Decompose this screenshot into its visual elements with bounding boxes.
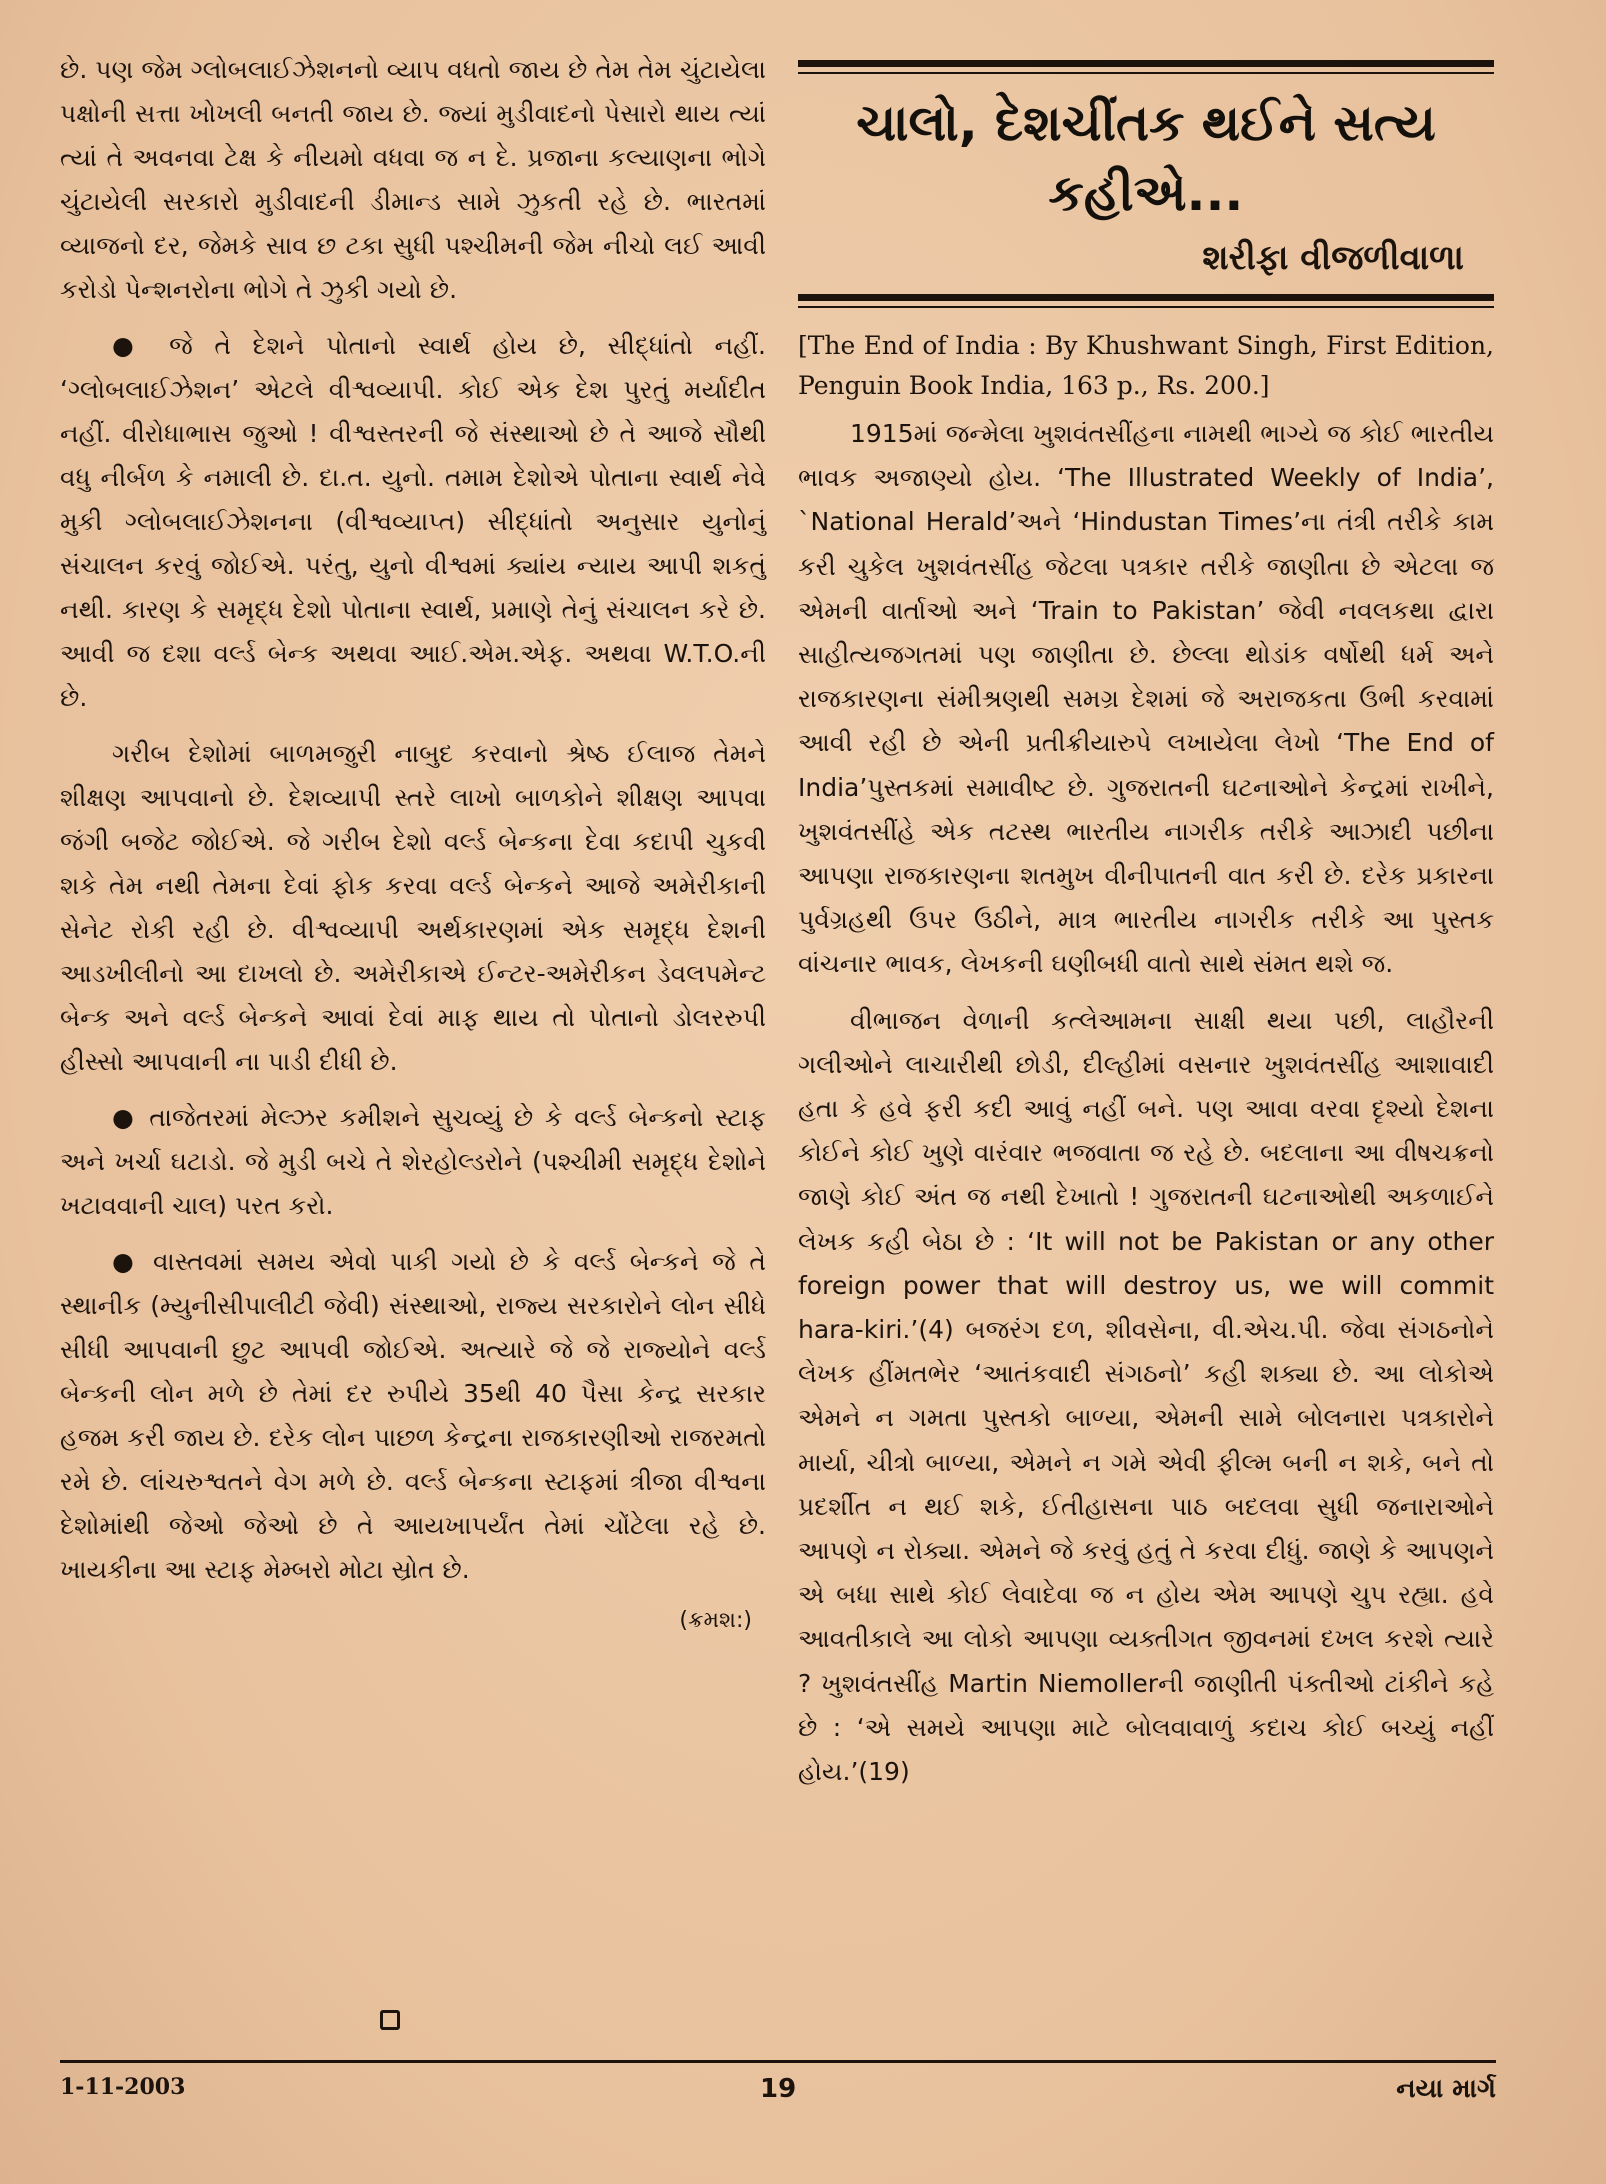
magazine-name: નયા માર્ગ bbox=[1396, 2074, 1496, 2104]
end-of-article-box-icon bbox=[380, 2010, 400, 2030]
title-rule-top bbox=[798, 60, 1494, 67]
article-title: ચાલો, દેશચીંતક થઈને સત્ય કહીએ... bbox=[856, 94, 1436, 222]
footer-date: 1-11-2003 bbox=[60, 2074, 186, 2100]
left-paragraph-2: ● જે તે દેશને પોતાનો સ્વાર્થ હોય છે, સીદ્ધાંતો નહીં. ‘ગ્લોબલાઈઝેશન’ એટલે વીશ્વવ્યાપી. કોઈ એક દેશ પુરતું મર્યાદીત નહીં. વીરોધાભાસ જુઓ ! વીશ્વસ્તરની જે સંસ્થાઓ છે તે આજે સૌથી વધુ નીર્બળ કે નમાલી છે. દા.ત. યુનો. તમામ દેશોએ પોતાના સ્વાર્થ નેવે મુકી ગ્લોબલાઈઝેશનના (વીશ્વવ્યાપ્ત) સીદ્ધાંતો અનુસાર યુનોનું સંચાલન કરવું જોઈએ. પરંતુ, યુનો વીશ્વમાં ક્યાંય ન્યાય આપી શકતું નથી. કારણ કે સમૃદ્ધ દેશો પોતાના સ્વાર્થ, પ્રમાણે તેનું સંચાલન કરે છે. આવી જ દશા વર્લ્ડ બેન્ક અથવા આઈ.એમ.એફ. અથવા W.T.O.ની છે. bbox=[60, 331, 766, 712]
page-number: 19 bbox=[760, 2074, 797, 2104]
left-paragraph-5: ● વાસ્તવમાં સમય એવો પાકી ગયો છે કે વર્લ્ડ બેન્કને જે તે સ્થાનીક (મ્યુનીસીપાલીટી જેવી) સંસ્થાઓ, રાજ્ય સરકારોને લોન સીધે સીધી આપવાની છુટ આપવી જોઈએ. અત્યારે જે જે રાજ્યોને વર્લ્ડ બેન્કની લોન મળે છે તેમાં દર રુપીયે 35થી 40 પૈસા કેન્દ્ર સરકાર હજમ કરી જાય છે. દરેક લોન પાછળ કેન્દ્રના રાજકારણીઓ રાજરમતો રમે છે. લાંચરુશ્વતને વેગ મળે છે. વર્લ્ડ બેન્કના સ્ટાફમાં ત્રીજા વીશ્વના દેશોમાંથી જેઓ જેઓ છે તે આયખાપર્યંત તેમાં ચોંટેલા રહે છે. ખાયકીના આ સ્ટાફ મેમ્બરો મોટા સ્રોત છે. bbox=[60, 1247, 766, 1584]
article-author: શરીફા વીજળીવાળા bbox=[1202, 238, 1464, 278]
left-column bbox=[60, 48, 766, 1633]
title-rule-top-thin bbox=[798, 72, 1494, 74]
title-rule-bottom bbox=[798, 294, 1494, 301]
right-column bbox=[798, 60, 1494, 1794]
footer-rule bbox=[60, 2060, 1496, 2063]
left-paragraph-4: ● તાજેતરમાં મેલ્ઝર કમીશને સુચવ્યું છે કે વર્લ્ડ બેન્કનો સ્ટાફ અને ખર્ચા ઘટાડો. જે મુડી બચે તે શેરહોલ્ડરોને (પશ્ચીમી સમૃદ્ધ દેશોને ખટાવવાની ચાલ) પરત કરો. bbox=[60, 1103, 766, 1220]
left-paragraph-3: ગરીબ દેશોમાં બાળમજુરી નાબુદ કરવાનો શ્રેષ્ઠ ઈલાજ તેમને શીક્ષણ આપવાનો છે. દેશવ્યાપી સ્તરે લાખો બાળકોને શીક્ષણ આપવા જંગી બજેટ જોઈએ. જે ગરીબ દેશો વર્લ્ડ બેન્કના દેવા કદાપી ચુકવી શકે તેમ નથી તેમના દેવાં ફોક કરવા વર્લ્ડ બેન્કને આજે અમેરીકાની સેનેટ રોકી રહી છે. વીશ્વવ્યાપી અર્થકારણમાં એક સમૃદ્ધ દેશની આડખીલીનો આ દાખલો છે. અમેરીકાએ ઈન્ટર-અમેરીકન ડેવલપમેન્ટ બેન્ક અને વર્લ્ડ બેન્કને આવાં દેવાં માફ થાય તો પોતાનો ડોલરરુપી હીસ્સો આપવાની ના પાડી દીધી છે. bbox=[60, 739, 766, 1076]
left-paragraph-1: છે. પણ જેમ ગ્લોબલાઈઝેશનનો વ્યાપ વધતો જાય છે તેમ તેમ ચુંટાયેલા પક્ષોની સત્તા ખોખલી બનતી જાય છે. જ્યાં મુડીવાદનો પેસારો થાય ત્યાં ત્યાં તે અવનવા ટેક્ષ કે નીયમો વધવા જ ન દે. પ્રજાના કલ્યાણના ભોગે ચુંટાયેલી સરકારો મુડીવાદની ડીમાન્ડ સામે ઝુકતી રહે છે. ભારતમાં વ્યાજનો દર, જેમકે સાવ છ ટકા સુધી પશ્ચીમની જેમ નીચો લઈ આવી કરોડો પેન્શનરોના ભોગે તે ઝુકી ગયો છે. bbox=[60, 55, 766, 304]
article-paragraph-2: વીભાજન વેળાની કત્લેઆમના સાક્ષી થયા પછી, લાહૌરની ગલીઓને લાચારીથી છોડી, દીલ્હીમાં વસનાર ખુશવંતસીંહ આશાવાદી હતા કે હવે ફરી કદી આવું નહીં બને. પણ આવા વરવા દૃશ્યો દેશના કોઈને કોઈ ખુણે વારંવાર ભજવાતા જ રહે છે. બદલાના આ વીષચક્રનો જાણે કોઈ અંત જ નથી દેખાતો ! ગુજરાતની ઘટનાઓથી અકળાઈને લેખક કહી બેઠા છે : ‘It will not be Pakistan or any other foreign power that will destroy us, we will commit hara-kiri.’(4) બજરંગ દળ, શીવસેના, વી.એચ.પી. જેવા સંગઠનોને લેખક હીંમતભેર ‘આતંકવાદી સંગઠનો’ કહી શક્યા છે. આ લોકોએ એમને ન ગમતા પુસ્તકો બાળ્યા, એમની સામે બોલનારા પત્રકારોને માર્યા, ચીત્રો બાળ્યા, એમને ન ગમે એવી ફીલ્મ બની ન શકે, બને તો પ્રદર્શીત ન થઈ શકે, ઈતીહાસના પાઠ બદલવા સુધી જનારાઓને આપણે ન રોક્યા. એમને જે કરવું હતું તે કરવા દીધું. જાણે કે આપણને એ બધા સાથે કોઈ લેવાદેવા જ ન હોય એમ આપણે ચુપ રહ્યા. હવે આવતીકાલે આ લોકો આપણા વ્યક્તીગત જીવનમાં દખલ કરશે ત્યારે ? ખુશવંતસીંહ Martin Niemollerની જાણીતી પંક્તીઓ ટાંકીને કહે છે : ‘એ સમયે આપણા માટે બોલવાવાળું કદાચ કોઈ બચ્યું નહીં હોય.’(19) bbox=[798, 1005, 1494, 1787]
book-info: [The End of India : By Khushwant Singh, First Edition, Penguin Book India, 163 p., Rs. 200.] bbox=[798, 331, 1494, 400]
title-rule-bottom-thin bbox=[798, 306, 1494, 308]
continue-note: (ક્રમશ:) bbox=[679, 1608, 752, 1633]
article-paragraph-1: 1915માં જન્મેલા ખુશવંતસીંહના નામથી ભાગ્યે જ કોઈ ભારતીય ભાવક અજાણ્યો હોય. ‘The Illustrated Weekly of India’, `National Herald’અને ‘Hindustan Times’ના તંત્રી તરીકે કામ કરી ચુકેલ ખુશવંતસીંહ જેટલા પત્રકાર તરીકે જાણીતા છે એટલા જ એમની વાર્તાઓ અને ‘Train to Pakistan’ જેવી નવલકથા દ્વારા સાહીત્યજગતમાં પણ જાણીતા છે. છેલ્લા થોડાંક વર્ષોથી ધર્મ અને રાજકારણના સંમીશ્રણથી સમગ્ર દેશમાં જે અરાજકતા ઉભી કરવામાં આવી રહી છે એની પ્રતીક્રીયારુપે લખાયેલા લેખો ‘The End of India’પુસ્તકમાં સમાવીષ્ટ છે. ગુજરાતની ઘટનાઓને કેન્દ્રમાં રાખીને, ખુશવંતસીંહે એક તટસ્થ ભારતીય નાગરીક તરીકે આઝાદી પછીના આપણા રાજકારણના શતમુખ વીનીપાતની વાત કરી છે. દરેક પ્રકારના પુર્વગ્રહથી ઉપર ઉઠીને, માત્ર ભારતીય નાગરીક તરીકે આ પુસ્તક વાંચનાર ભાવક, લેખકની ઘણીબધી વાતો સાથે સંમત થશે જ. bbox=[798, 419, 1494, 979]
